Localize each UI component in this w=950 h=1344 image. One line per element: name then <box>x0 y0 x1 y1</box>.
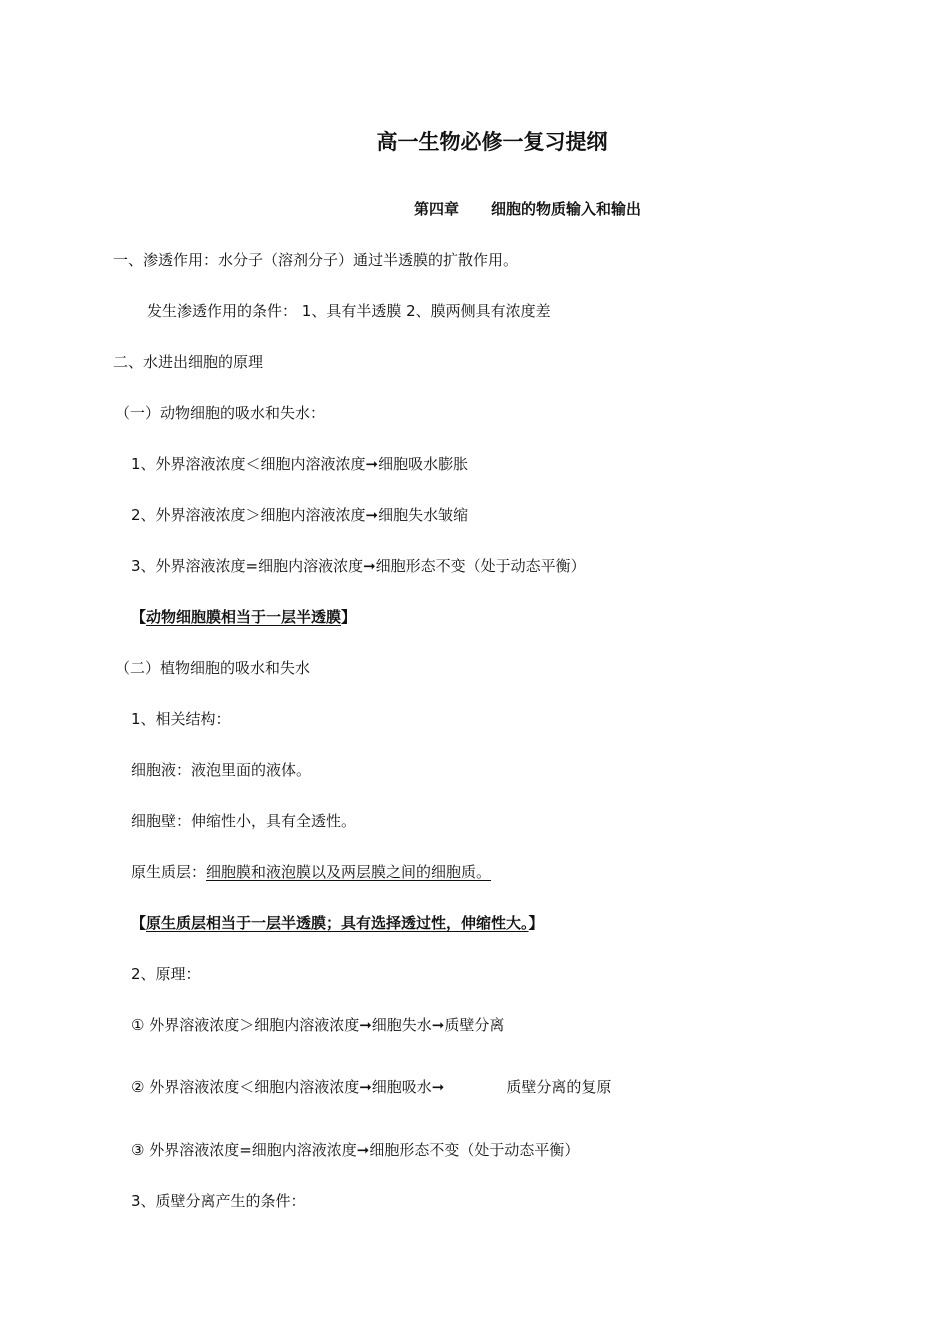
protoplast-text: 细胞膜和液泡膜以及两层膜之间的细胞质。 <box>206 863 492 881</box>
animal-item-1: 1、外界溶液浓度＜细胞内溶液浓度➞细胞吸水膨胀 <box>131 455 469 473</box>
animal-item-3: 3、外界溶液浓度=细胞内溶液浓度➞细胞形态不变（处于动态平衡） <box>131 557 586 575</box>
cell-sap-definition: 细胞液：液泡里面的液体。 <box>131 761 312 779</box>
bracket-close: 】 <box>528 914 544 932</box>
principle-2-left: ② 外界溶液浓度＜细胞内溶液浓度➞细胞吸水➞ <box>131 1078 445 1096</box>
animal-cell-heading: （一）动物细胞的吸水和失水： <box>115 404 326 422</box>
protoplast-label: 原生质层： <box>131 863 207 881</box>
bracket-open: 【 <box>131 914 147 932</box>
cell-wall-definition: 细胞壁：伸缩性小，具有全透性。 <box>131 812 357 830</box>
plant-item-3: 3、质壁分离产生的条件： <box>131 1192 306 1210</box>
chapter-number: 第四章 <box>414 200 460 218</box>
bracket-open: 【 <box>131 608 147 626</box>
animal-membrane-note <box>131 607 356 627</box>
bracket-close: 】 <box>341 608 357 626</box>
principle-2-right: 质壁分离的复原 <box>506 1078 612 1096</box>
animal-item-2: 2、外界溶液浓度＞细胞内溶液浓度➞细胞失水皱缩 <box>131 506 469 524</box>
principle-1: ① 外界溶液浓度＞细胞内溶液浓度➞细胞失水➞质壁分离 <box>131 1016 505 1034</box>
section-osmosis: 一、渗透作用：水分子（溶剂分子）通过半透膜的扩散作用。 <box>113 251 519 269</box>
plant-item-2: 2、原理： <box>131 965 201 983</box>
plant-cell-heading: （二）植物细胞的吸水和失水 <box>115 659 311 677</box>
protoplast-note-text: 原生质层相当于一层半透膜；具有选择透过性，伸缩性大。 <box>146 914 529 932</box>
plant-item-1: 1、相关结构： <box>131 710 231 728</box>
principle-2 <box>131 1077 611 1097</box>
protoplast-note <box>131 913 544 933</box>
document-title: 高一生物必修一复习提纲 <box>376 130 608 154</box>
chapter-heading <box>414 199 641 219</box>
animal-membrane-note-text: 动物细胞膜相当于一层半透膜 <box>146 608 342 626</box>
section-water-principle: 二、水进出细胞的原理 <box>113 353 264 371</box>
protoplast-definition <box>131 862 491 882</box>
osmosis-conditions: 发生渗透作用的条件： 1、具有半透膜 2、膜两侧具有浓度差 <box>147 302 551 320</box>
principle-3: ③ 外界溶液浓度=细胞内溶液浓度➞细胞形态不变（处于动态平衡） <box>131 1141 580 1159</box>
chapter-name: 细胞的物质输入和输出 <box>491 200 642 218</box>
